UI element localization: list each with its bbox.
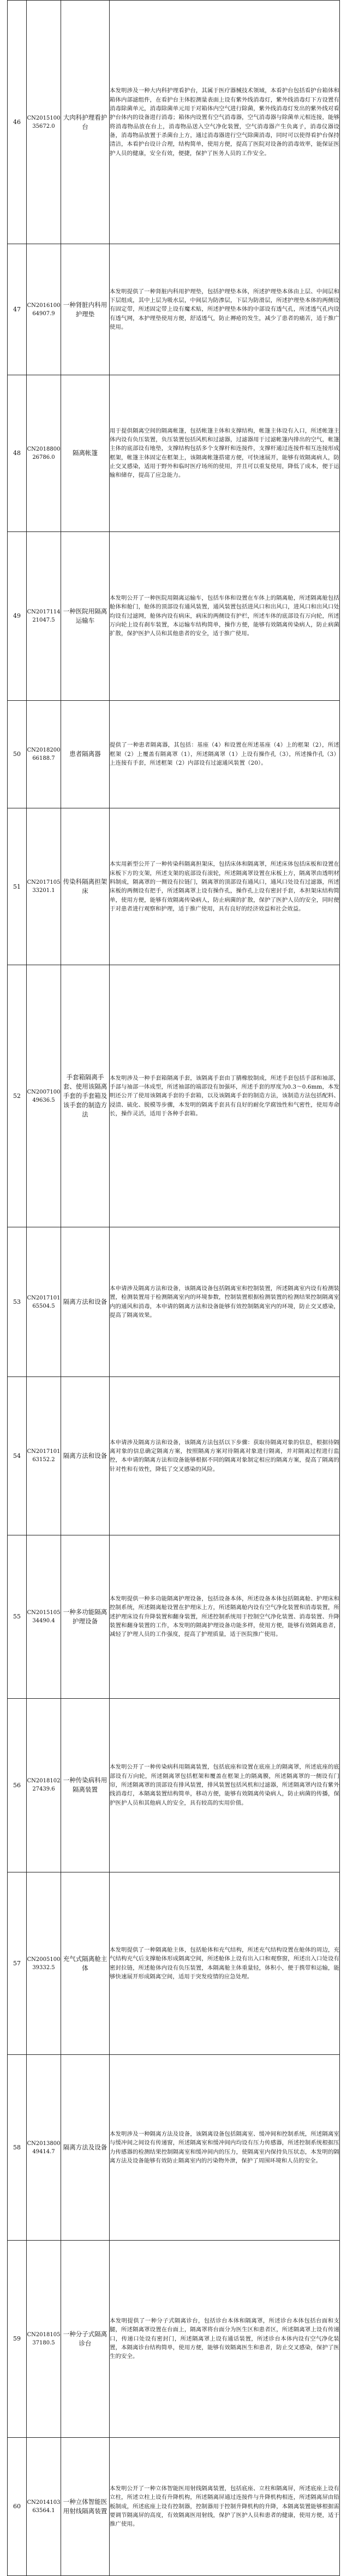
patent-abstract-cell xyxy=(110,700,340,808)
table-row xyxy=(8,1698,340,1872)
patent-title-cell xyxy=(61,1377,110,1535)
application-number: CN201710165504.5 xyxy=(27,1295,61,1309)
row-number: 48 xyxy=(13,450,21,457)
patent-title-cell xyxy=(61,2437,110,2575)
application-number: CN201810537180.5 xyxy=(27,2331,61,2346)
application-number-cell xyxy=(27,375,61,531)
patent-abstract: 本发明公开了一种医院用隔离运输车，包括车体和设置在车体上的隔离舱，所述隔离舱包括舱体和舱门，舱体的顶部设有通风装置，通风装置包括进风口和出风口，进风口和出风口处均设有过滤网，舱体内设有病床，病床的两侧设有护栏，所述车体的底部设有万向轮，所述万向轮上设有刹车装置，本运输车结构简单，操作方便，能够有效隔离传染病人，防止病菌扩散，保护医护人员和其他患者的安全，适于推广使用。 xyxy=(110,594,339,637)
row-number-cell xyxy=(8,2437,27,2575)
patent-title: 一种多功能隔离护理设备 xyxy=(63,1608,107,1625)
patent-title-cell xyxy=(61,965,110,1227)
application-number-cell xyxy=(27,2240,61,2437)
application-number: CN201710163152.2 xyxy=(27,1449,61,1463)
patent-title: 一种医院用隔离运输车 xyxy=(63,607,107,624)
patent-abstract-cell xyxy=(110,1872,340,2054)
table-row xyxy=(8,531,340,700)
row-number-cell xyxy=(8,2055,27,2241)
table-row xyxy=(8,244,340,375)
patent-abstract: 本发明公开了一种传染病科用隔离装置，包括底座和设置在底座上的隔离罩，所述底座的底部设有万向轮，所述隔离罩包括框架和覆盖在框架上的隔离膜，所述隔离罩的一侧设有门帘，所述隔离罩的顶部设有排风装置，排风装置包括风机和过滤器，所述隔离罩内设有紫外线消毒灯，本隔离装置结构简单，移动方便，能够有效隔离传染病人，防止病菌的传播，保护医护人员和其他病人的安全，具有较高的实用价值。 xyxy=(110,1764,339,1806)
patent-abstract-cell xyxy=(110,965,340,1227)
row-number-cell xyxy=(8,531,27,700)
patent-title-cell xyxy=(61,2240,110,2437)
table-row xyxy=(8,1377,340,1535)
row-number: 47 xyxy=(13,306,21,313)
patent-title: 一种传染病科用隔离装置 xyxy=(63,1776,107,1794)
row-number-cell xyxy=(8,1698,27,1872)
patent-abstract-cell xyxy=(110,531,340,700)
application-number: CN201711421047.5 xyxy=(27,608,61,623)
patent-abstract: 本发明提供一种多功能隔离护理设备，包括设备本体，所述设备本体包括隔离舱、护理床和控制系统，所述隔离舱设置在护理床上方，所述隔离舱内设有空气净化装置和消毒装置，所述护理床设有升降装置和翻身装置，所述控制系统用于控制空气净化装置、消毒装置、升降装置和翻身装置的工作，本发明的隔离护理设备功能多样，使用方便，能够有效隔离患者，减轻了护理人员的工作强度，提高了护理质量，适于医院推广使用。 xyxy=(110,1595,339,1638)
patent-title: 传染科隔离担架床 xyxy=(63,878,107,895)
application-number-cell xyxy=(27,1698,61,1872)
application-number: CN201380049414.7 xyxy=(27,2140,61,2155)
table-row xyxy=(8,965,340,1227)
row-number: 53 xyxy=(13,1298,21,1306)
row-number-cell xyxy=(8,1535,27,1698)
row-number-cell xyxy=(8,1377,27,1535)
patent-title: 隔离方法及设备 xyxy=(63,2143,107,2151)
patent-title: 充气式隔离舱主体 xyxy=(63,1954,107,1972)
patent-title: 隔离方法和设备 xyxy=(63,1298,107,1306)
row-number-cell xyxy=(8,1227,27,1376)
application-number-cell xyxy=(27,244,61,375)
patent-abstract: 本实用新型公开了一种传染科隔离担架床，包括床体和隔离罩，所述床体包括床板和设置在床板下方的支架，所述支架的底部设有滚轮，所述隔离罩设置在床板上方，隔离罩由透明材料制成，隔离罩的一侧设有拉链门，隔离罩的顶部设有通风口，通风口处设有过滤器，所述床板的两侧设有把手，所述隔离罩上设有操作孔，操作孔上设有密封手套，本担架床结构简单，使用方便，能够有效隔离传染病人，防止病菌的扩散，保护了医护人员的安全，同时便于对患者进行观察和护理，适于推广使用，具有良好的经济效益和社会效益。 xyxy=(110,861,339,912)
patent-abstract: 本发明提供了一种分子式隔离诊台，包括诊台本体和隔离罩，所述诊台本体包括台面和支腿，所述隔离罩设置在台面上，隔离罩将台面分为医生区和患者区，所述隔离罩上设有传递口，传递口处设有密封门，所述隔离罩上设有通话装置，所述诊台本体内设有空气净化装置，本隔离诊台结构简单，使用方便，能够有效隔离医生和患者，防止交叉感染，保护了医生的安全。 xyxy=(110,2317,339,2360)
patent-abstract-cell xyxy=(110,2437,340,2575)
application-number: CN201510035672.0 xyxy=(27,115,61,129)
patent-abstract-cell xyxy=(110,2240,340,2437)
patent-abstract: 本申请涉及隔离方法和设备，该隔离设备包括隔离室和控制装置，所述隔离室内设有检测装置，检测装置用于检测隔离室内的环境参数，控制装置根据检测装置的检测结果控制隔离室内的通风和消毒，本申请的隔离方法和设备能够有效控制隔离室内的环境，防止交叉感染，提高了隔离效果。 xyxy=(110,1285,339,1319)
row-number: 57 xyxy=(13,1960,21,1968)
table-row xyxy=(8,2240,340,2437)
patent-title-cell xyxy=(61,1698,110,1872)
application-number-cell xyxy=(27,965,61,1227)
application-number: CN201610064907.9 xyxy=(27,302,61,317)
patent-abstract: 本发明提供了一种隔离舱主体，包括舱体和充气结构，所述充气结构设置在舱体的周边，充气结构充气后支撑舱体形成隔离空间，所述舱体上设有出入口和观察窗，所述出入口处设有密封拉链，所述舱体内设有负压装置，本隔离舱主体重量轻，体积小，便于携带和运输，能够快速展开形成隔离空间，适用于突发疫情的应急处理。 xyxy=(110,1946,339,1980)
application-number-cell xyxy=(27,1,61,244)
row-number: 59 xyxy=(13,2335,21,2343)
row-number-cell xyxy=(8,965,27,1227)
patent-abstract: 本发明涉及一种手套箱隔离手套，该隔离手套由丁腈橡胶制成，所述手套包括手部和袖部，手部与袖部一体成型，所述袖部的端部设有加强环，所述手套的厚度为0.3～0.6mm，本发明还公开了使用该隔离手套的手套箱，以及该隔离手套的制造方法，该制造方法包括配料、浸渍、硫化、脱模等步骤，本发明的隔离手套具有良好的耐化学腐蚀性和气密性，使用寿命长，操作灵活，适用于各种手套箱。 xyxy=(110,1074,339,1118)
application-number: CN201820066188.7 xyxy=(27,747,61,761)
patent-abstract-cell xyxy=(110,1698,340,1872)
patent-abstract-cell xyxy=(110,1377,340,1535)
row-number: 50 xyxy=(13,751,21,758)
row-number: 60 xyxy=(13,2503,21,2510)
patent-title: 隔离方法和设备 xyxy=(63,1451,107,1460)
patent-title-cell xyxy=(61,244,110,375)
application-number-cell xyxy=(27,808,61,965)
patent-abstract-cell xyxy=(110,1227,340,1376)
row-number-cell xyxy=(8,1872,27,2054)
row-number: 58 xyxy=(13,2144,21,2151)
table-row xyxy=(8,1872,340,2054)
row-number-cell xyxy=(8,1,27,244)
application-number-cell xyxy=(27,2055,61,2241)
row-number: 51 xyxy=(13,883,21,890)
row-number: 46 xyxy=(13,119,21,126)
patent-abstract-cell xyxy=(110,2055,340,2241)
table-row xyxy=(8,375,340,531)
patent-abstract: 用于提供隔离空间的隔离帐篷，包括帐篷主体和支撑结构，帐篷主体设有入口，所述帐篷主体内设有负压装置，负压装置包括风机和过滤器，过滤器用于过滤帐篷内排出的空气，帐篷主体的底部设有地垫，支撑结构包括多个支撑杆和连接件，支撑杆通过连接件相互连接形成框架，帐篷主体固定在框架上，该隔离帐篷搭建方便，可快速展开，能够有效隔离病人，防止交叉感染，适用于野外和临时医疗场所的使用，并且可以重复使用，降低了成本，便于运输和储存，提高了应急能力。 xyxy=(110,427,339,479)
application-number-cell xyxy=(27,1227,61,1376)
patent-title-cell xyxy=(61,700,110,808)
patent-abstract: 本发明涉及一种大内科护理看护台，其属于医疗器械技术领域，本看护台包括看护台箱体和箱体内部滤组件，在看护台主体腔测量表面上设有紫外线消毒灯，紫外线消毒灯下方设置有消毒除菌单元，消毒除菌单元用于对箱体内空气进行除菌，紫外线消毒灯发出的紫外线对看护台体内的设备进行消毒；箱体内设置有空气消毒器，空气消毒器与除菌单元相连接，能够将消毒物品放在台上，消毒物品送入空气净化装置，空气消毒器产生负离子，消毒仪器设备，消毒物品放置于杀菌台上方，通过消毒器进行空气除菌消毒，同时可以使得看护台保持清洁，本看护台设计合理，结构简单，使用方便，提高了医院对设备的消毒效率，能保证医护人员的健康，安全有效，便捷，保护了医务人员的工作安全。 xyxy=(110,87,339,157)
row-number-cell xyxy=(8,2240,27,2437)
patent-abstract: 本申请涉及隔离方法和设备，该隔离方法包括以下步骤：获取待隔离对象的信息，根据待隔离对象的信息确定隔离方案，按照隔离方案对待隔离对象进行隔离，并对隔离过程进行监控，本申请的隔离方法和设备能够根据不同的隔离对象制定相应的隔离方案，提高了隔离的针对性和有效性，降低了交叉感染的风险。 xyxy=(110,1439,339,1473)
patent-title-cell xyxy=(61,531,110,700)
row-number: 55 xyxy=(13,1613,21,1621)
application-number: CN200510039332.5 xyxy=(27,1956,61,1971)
patent-title: 一种立体智能医用射线隔离装置 xyxy=(63,2497,107,2515)
application-number-cell xyxy=(27,1535,61,1698)
row-number: 56 xyxy=(13,1781,21,1789)
row-number: 49 xyxy=(13,612,21,620)
row-number-cell xyxy=(8,700,27,808)
patent-title: 患者隔离器 xyxy=(69,750,101,758)
patent-abstract: 本发明公开了一种立体智能医用射线隔离装置，包括底座、立柱和隔离屏，所述底座上设有立柱，所述立柱上设有升降机构，所述隔离屏通过连接件与升降机构相连，所述隔离屏由铅板制成，所述底座上设有控制器，控制器用于控制升降机构的升降，本隔离装置能够根据需要调节隔离屏的高度，有效隔离医用射线，保护了医护人员和患者的健康，使用方便，适于推广使用。 xyxy=(110,2485,339,2528)
table-row xyxy=(8,2055,340,2241)
application-number-cell xyxy=(27,1377,61,1535)
patent-title-cell xyxy=(61,1,110,244)
patent-title: 一种肾脏内科用护理垫 xyxy=(63,300,107,318)
patent-title: 隔离帐篷 xyxy=(73,449,98,457)
table-row xyxy=(8,1535,340,1698)
table-row xyxy=(8,1227,340,1376)
table-row xyxy=(8,808,340,965)
patent-abstract: 本发明涉及一种隔离方法及设备，该隔离设备包括隔离室、缓冲间和控制系统，所述隔离室与缓冲间之间设有传递窗，所述隔离室和缓冲间内均设有压力传感器，所述控制系统根据压力传感器的检测结果控制隔离室和缓冲间内的压力，使隔离室内保持负压状态，本发明的隔离方法及设备能够有效防止隔离室内的污染物外泄，保护了周围环境和人员的安全。 xyxy=(110,2130,339,2164)
application-number: CN201880026786.0 xyxy=(27,446,61,460)
patent-abstract-cell xyxy=(110,375,340,531)
row-number-cell xyxy=(8,808,27,965)
row-number: 54 xyxy=(13,1452,21,1460)
patent-title-cell xyxy=(61,808,110,965)
patent-title-cell xyxy=(61,1227,110,1376)
application-number-cell xyxy=(27,2437,61,2575)
patent-title-cell xyxy=(61,375,110,531)
row-number-cell xyxy=(8,244,27,375)
patent-abstract-cell xyxy=(110,808,340,965)
application-number: CN200710049636.5 xyxy=(27,1089,61,1103)
row-number: 52 xyxy=(13,1092,21,1100)
patent-title: 一种分子式隔离诊台 xyxy=(63,2330,107,2347)
table-row xyxy=(8,1,340,244)
patent-title-cell xyxy=(61,2055,110,2241)
patent-abstract: 本发明提供了一种肾脏内科用护理垫，包括护理垫本体，所述护理垫本体由上层、中间层和下层组成，其中上层为吸水层，中间层为防渗层，下层为防滑层，所述护理垫本体的两侧设有固定带，所述固定带上设有魔术贴，所述护理垫本体的中部设有透气孔，所述透气孔内设有透气网，本护理垫使用方便，舒适透气，防止褥疮的发生，减少了患者的痛苦，适于推广使用。 xyxy=(110,288,339,331)
application-number: CN201510534490.4 xyxy=(27,1609,61,1624)
application-number: CN201810227439.6 xyxy=(27,1778,61,1793)
patent-table xyxy=(7,0,340,2576)
patent-title-cell xyxy=(61,1535,110,1698)
patent-abstract-cell xyxy=(110,1,340,244)
patent-title: 大肉科护理看护台 xyxy=(63,113,107,131)
application-number-cell xyxy=(27,700,61,808)
table-row xyxy=(8,2437,340,2575)
table-row xyxy=(8,700,340,808)
application-number: CN201710533201.1 xyxy=(27,879,61,894)
patent-title-cell xyxy=(61,1872,110,2054)
patent-abstract-cell xyxy=(110,244,340,375)
application-number: CN201410363564.1 xyxy=(27,2499,61,2514)
patent-abstract-cell xyxy=(110,1535,340,1698)
patent-title: 手套箱隔离手套、使用该隔离手套的手套箱及该手套的制造方法 xyxy=(63,1073,107,1119)
application-number-cell xyxy=(27,1872,61,2054)
row-number-cell xyxy=(8,375,27,531)
patent-abstract: 提供了一种患者隔离器，其包括：基座（4）和设置在所述基座（4）上的框架（2），所述框架（2）上覆盖有隔离罩（1），所述隔离罩（1）上设有操作孔（3），所述操作孔（3）上连接有手套，所述框架（2）内部设有过滤通风装置（20）。 xyxy=(110,742,339,766)
application-number-cell xyxy=(27,531,61,700)
